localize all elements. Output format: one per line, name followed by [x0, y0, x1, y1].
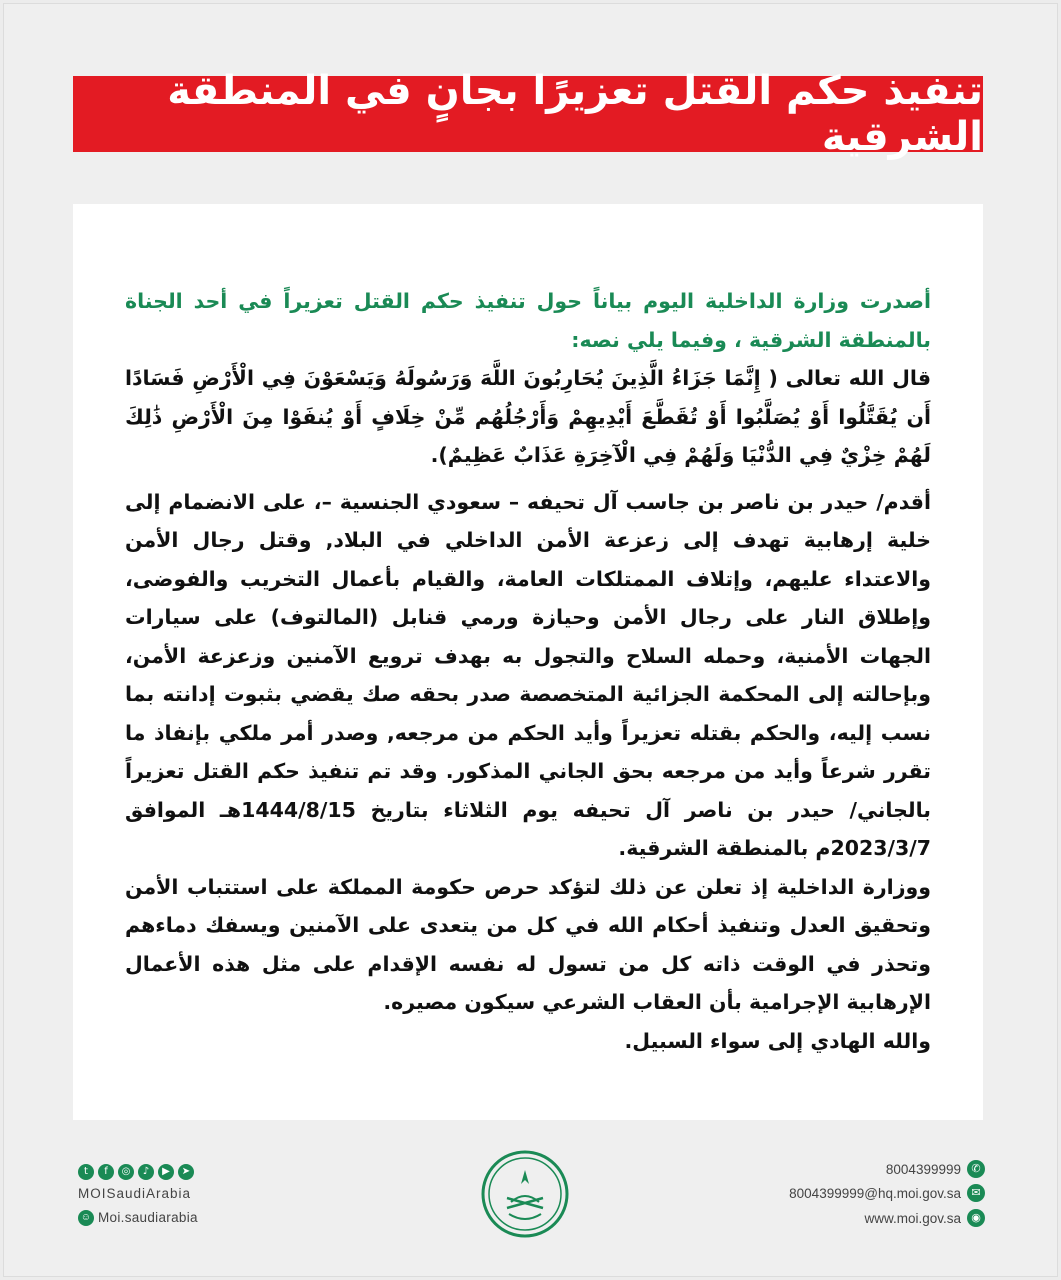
- main-paragraph: أقدم/ حيدر بن ناصر بن جاسب آل تحيفه – سعودي الجنسية –، على الانضمام إلى خلية إرهابية تهدف إلى زعزعة الأمن الداخلي في البلاد, وقتل رجال الأمن والاعتداء عليهم، وإتلاف الممتلكات العامة، والقيام بأعمال التخريب والفوضى، وإطلاق النار على رجال الأمن وحيازة ورمي قنابل (المالتوف) على سيارات الجهات الأمنية، وحمله السلاح والتجول به بهدف ترويع الآمنين وزعزعة الأمن، وبإحالته إلى المحكمة الجزائية المتخصصة صدر بحقه صك يقضي بثبوت إدانته بما نسب إليه، والحكم بقتله تعزيراً وأيد الحكم من مرجعه, وصدر أمر ملكي بإنفاذ ما تقرر شرعاً وأيد من مرجعه بحق الجاني المذكور. وقد تم تنفيذ حكم القتل تعزيراً بالجاني/ حيدر بن ناصر آل تحيفه يوم الثلاثاء بتاريخ 1444/8/15هـ الموافق 2023/3/7م بالمنطقة الشرقية.: [125, 489, 931, 860]
- instagram-icon[interactable]: ◎: [118, 1164, 134, 1180]
- intro-paragraph: أصدرت وزارة الداخلية اليوم بياناً حول تنفيذ حكم القتل تعزيراً في أحد الجناة بالمنطقة الشرقية ، وفيما يلي نصه:: [125, 289, 931, 352]
- email-icon: ✉: [967, 1184, 985, 1202]
- ministry-logo: [481, 1150, 569, 1238]
- website-url: www.moi.gov.sa: [864, 1210, 961, 1226]
- twitter-icon[interactable]: t: [78, 1164, 94, 1180]
- email-address: 8004399999@hq.moi.gov.sa: [789, 1185, 961, 1201]
- statement-card: [73, 204, 983, 1120]
- phone-number: 8004399999: [885, 1161, 961, 1177]
- statement-body: [125, 282, 931, 1060]
- website-row[interactable]: [864, 1209, 985, 1227]
- closing-paragraph: ووزارة الداخلية إذ تعلن عن ذلك لتؤكد حرص حكومة المملكة على استتباب الأمن وتحقيق العدل وتنفيذ أحكام الله في كل من يتعدى على الآمنين ويسفك دماءهم وتحذر في الوقت ذاته كل من تسول له نفسه الإقدام على مثل هذه الأعمال الإرهابية الإجرامية بأن العقاب الشرعي سيكون مصيره.: [125, 874, 931, 1014]
- signoff-paragraph: والله الهادي إلى سواء السبيل.: [624, 1028, 931, 1053]
- phone-row[interactable]: [886, 1160, 985, 1178]
- facebook-icon[interactable]: f: [98, 1164, 114, 1180]
- footer: [0, 1150, 1061, 1250]
- telegram-icon[interactable]: ➤: [178, 1164, 194, 1180]
- phone-icon: ✆: [967, 1160, 985, 1178]
- snapchat-icon: ☺: [78, 1210, 94, 1226]
- verse-paragraph: قال الله تعالى ( إِنَّمَا جَزَاءُ الَّذِينَ يُحَارِبُونَ اللَّهَ وَرَسُولَهُ وَيَسْعَوْنَ فِي الْأَرْضِ فَسَادًا أَن يُقَتَّلُوا أَوْ يُصَلَّبُوا أَوْ تُقَطَّعَ أَيْدِيهِمْ وَأَرْجُلُهُم مِّنْ خِلَافٍ أَوْ يُنفَوْا مِنَ الْأَرْضِ ذَٰلِكَ لَهُمْ خِزْيٌ فِي الدُّنْيَا وَلَهُمْ فِي الْآخِرَةِ عَذَابٌ عَظِيمٌ).: [125, 366, 931, 467]
- snapchat-handle: Moi.saudiarabia: [98, 1210, 198, 1225]
- globe-icon: ◉: [967, 1209, 985, 1227]
- tiktok-icon[interactable]: ♪: [138, 1164, 154, 1180]
- snapchat-handle-row[interactable]: [78, 1210, 198, 1226]
- social-icons: [78, 1164, 194, 1180]
- youtube-icon[interactable]: ▶: [158, 1164, 174, 1180]
- page-title: تنفيذ حكم القتل تعزيرًا بجانٍ في المنطقة الشرقية: [167, 68, 983, 160]
- email-row[interactable]: [789, 1184, 985, 1202]
- social-handle[interactable]: MOISaudiArabia: [78, 1186, 192, 1201]
- title-banner: [73, 68, 983, 160]
